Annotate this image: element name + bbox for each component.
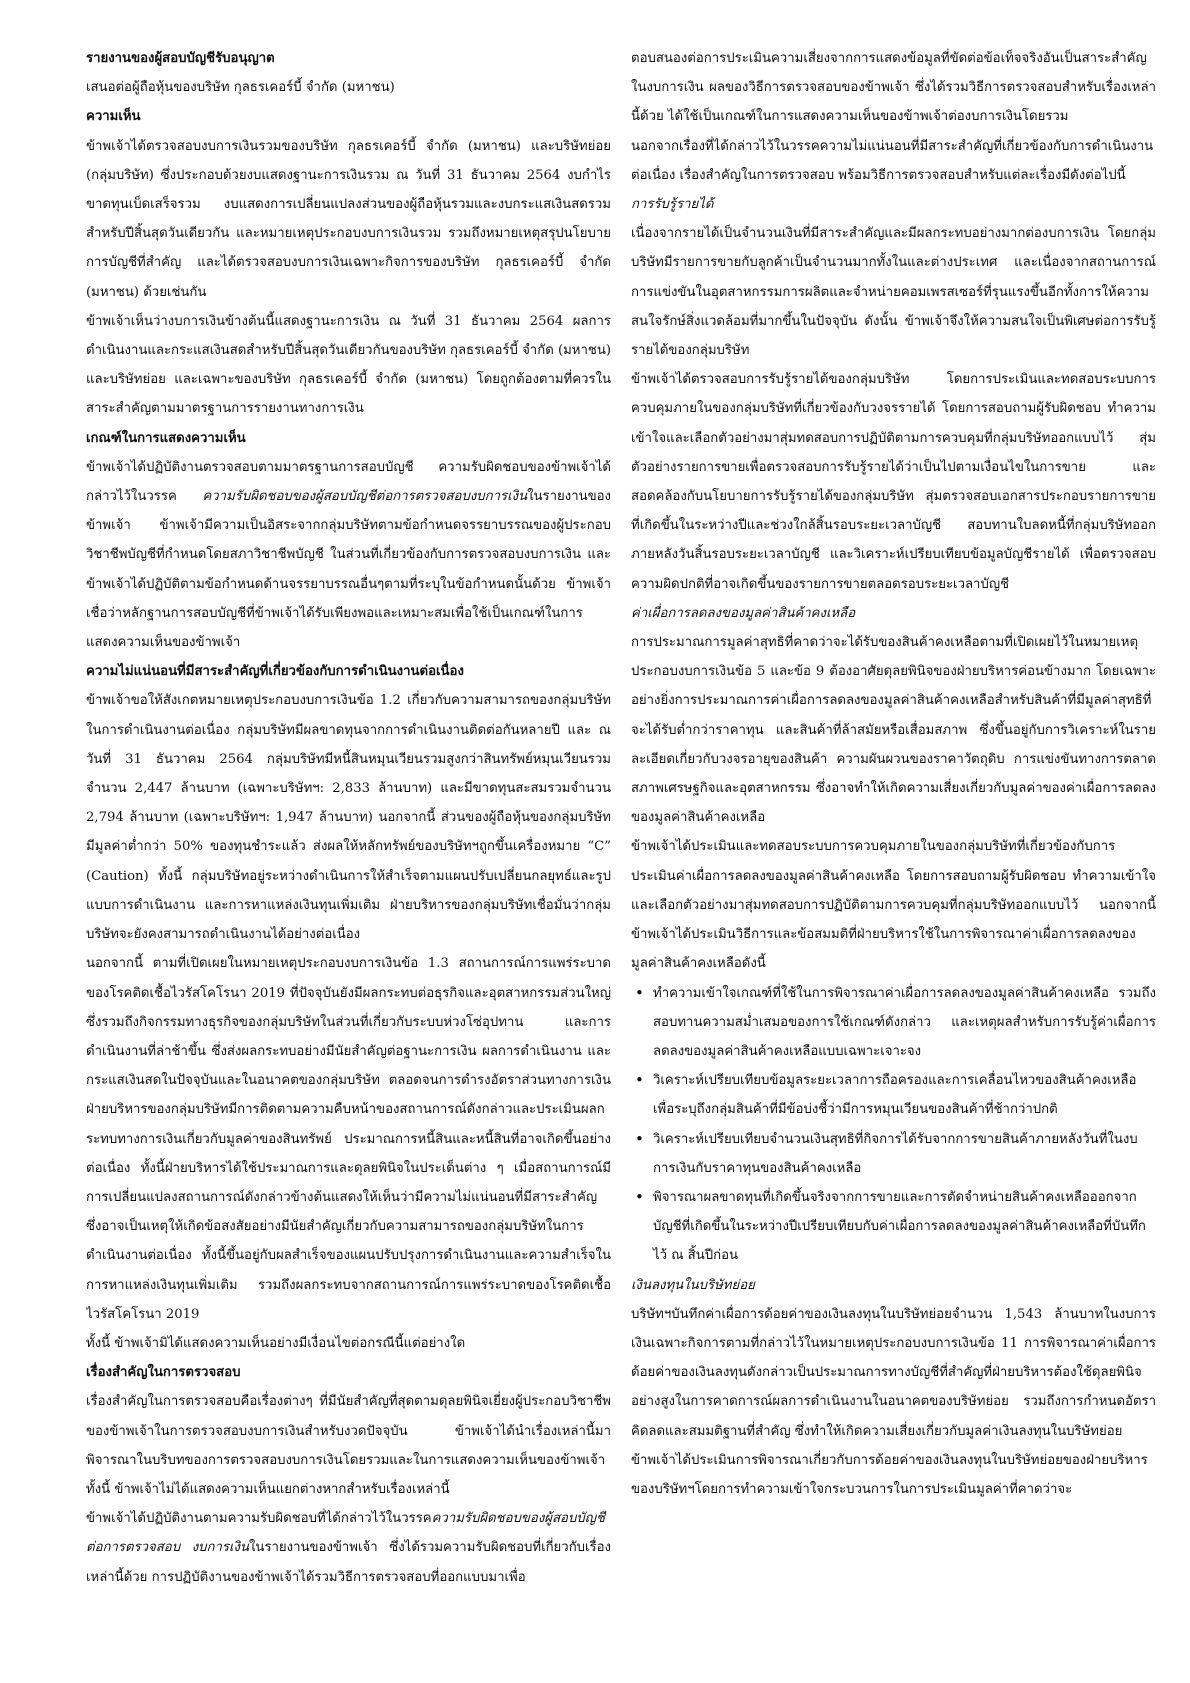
basis-italic-ref: ความรับผิดชอบของผู้สอบบัญชีต่อการตรวจสอบงบการเงิน — [202, 489, 528, 505]
inventory-paragraph-2: ข้าพเจ้าได้ประเมินและทดสอบระบบการควบคุมภายในของกลุ่มบริษัทที่เกี่ยวข้องกับการประเมินค่าเผื่อการลดลงของมูลค่าสินค้าคงเหลือ โดยการสอบถามผู้รับผิดชอบ ทำความเข้าใจและเลือกตัวอย่างมาสุ่มทดสอบการปฏิบัติตามการควบคุมที่กลุ่มบริษัทออกแบบไว้ นอกจากนี้ ข้าพเจ้าได้ประเมินวิธีการและข้อสมมติที่ฝ่ายบริหารใช้ในการพิจารณาค่าเผื่อการลดลงของมูลค่าสินค้าคงเหลือดังนี้ — [631, 839, 1156, 972]
left-column — [86, 44, 611, 1664]
subsidiary-paragraph-2: ข้าพเจ้าได้ประเมินการพิจารณาเกี่ยวกับการด้อยค่าของเงินลงทุนในบริษัทย่อยของฝ่ายบริหารของบริษัทฯโดยการทำความเข้าใจกระบวนการในการประเมินมูลค่าที่คาดว่าจะ — [631, 1452, 1148, 1497]
subsidiary-investment-heading: เงินลงทุนในบริษัทย่อย — [631, 1277, 755, 1293]
opinion-paragraph-2: ข้าพเจ้าเห็นว่างบการเงินข้างต้นนี้แสดงฐานะการเงิน ณ วันที่ 31 ธันวาคม 2564 ผลการดำเนินงานและกระแสเงินสดสำหรับปีสิ้นสุดวันเดียวกันของบริษัท กุลธรเคอร์บี้ จำกัด (มหาชน) และบริษัทย่อย และเฉพาะของบริษัท กุลธรเคอร์บี้ จำกัด (มหาชน) โดยถูกต้องตามที่ควรในสาระสำคัญตามมาตรฐานการรายงานทางการเงิน — [86, 313, 611, 417]
going-concern-paragraph-1: ข้าพเจ้าขอให้สังเกตหมายเหตุประกอบงบการเงินข้อ 1.2 เกี่ยวกับความสามารถของกลุ่มบริษัทในการดำเนินงานต่อเนื่อง กลุ่มบริษัทมีผลขาดทุนจากการดำเนินงานติดต่อกันหลายปี และ ณ วันที่ 31 ธันวาคม 2564 กลุ่มบริษัทมีหนี้สินหมุนเวียนรวมสูงกว่าสินทรัพย์หมุนเวียนรวมจำนวน 2,447 ล้านบาท (เฉพาะบริษัทฯ: 2,833 ล้านบาท) และมีขาดทุนสะสมรวมจำนวน 2,794 ล้านบาท (เฉพาะบริษัทฯ: 1,947 ล้านบาท) นอกจากนี้ ส่วนของผู้ถือหุ้นของกลุ่มบริษัทมีมูลค่าต่ำกว่า 50% ของทุนชำระแล้ว ส่งผลให้หลักทรัพย์ของบริษัทฯถูกขึ้นเครื่องหมาย “C” (Caution) ทั้งนี้ กลุ่มบริษัทอยู่ระหว่างดำเนินการให้สำเร็จตามแผนปรับเปลี่ยนกลยุทธ์และรูปแบบการดำเนินงาน และการหาแหล่งเงินทุนเพิ่มเติม ฝ่ายบริหารของกลุ่มบริษัทเชื่อมั่นว่ากลุ่มบริษัทจะยังคงสามารถดำเนินงานได้อย่างต่อเนื่อง — [86, 693, 611, 943]
key-audit-matters-heading: เรื่องสำคัญในการตรวจสอบ — [86, 1365, 241, 1381]
list-item: • ทำความเข้าใจเกณฑ์ที่ใช้ในการพิจารณาค่าเผื่อการลดลงของมูลค่าสินค้าคงเหลือ รวมถึงสอบทานความสม่ำเสมอของการใช้เกณฑ์ดังกล่าว และเหตุผลสำหรับการรับรู้ค่าเผื่อการลดลงของมูลค่าสินค้าคงเหลือแบบเฉพาะเจาะจง — [653, 979, 1156, 1067]
going-concern-paragraph-2: นอกจากนี้ ตามที่เปิดเผยในหมายเหตุประกอบงบการเงินข้อ 1.3 สถานการณ์การแพร่ระบาดของโรคติดเชื้อไวรัสโคโรนา 2019 ที่ปัจจุบันยังมีผลกระทบต่อธุรกิจและอุตสาหกรรมส่วนใหญ่ ซึ่งรวมถึงกิจกรรมทางธุรกิจของกลุ่มบริษัทในส่วนที่เกี่ยวกับระบบห่วงโซ่อุปทาน และการดำเนินงานที่ล่าช้าขึ้น ซึ่งส่งผลกระทบอย่างมีนัยสำคัญต่อฐานะการเงิน ผลการดำเนินงาน และกระแสเงินสดในปัจจุบันและในอนาคตของกลุ่มบริษัท ตลอดจนการดำรงอัตราส่วนทางการเงิน ฝ่ายบริหารของกลุ่มบริษัทมีการติดตามความคืบหน้าของสถานการณ์ดังกล่าวและประเมินผลกระทบทางการเงินเกี่ยวกับมูลค่าของสินทรัพย์ ประมาณการหนี้สินและหนี้สินที่อาจเกิดขึ้นอย่างต่อเนื่อง ทั้งนี้ฝ่ายบริหารได้ใช้ประมาณการและดุลยพินิจในประเด็นต่าง ๆ เมื่อสถานการณ์มีการเปลี่ยนแปลงสถานการณ์ดังกล่าวข้างต้นแสดงให้เห็นว่ามีความไม่แน่นอนที่มีสาระสำคัญซึ่งอาจเป็นเหตุให้เกิดข้อสงสัยอย่างมีนัยสำคัญเกี่ยวกับความสามารถของกลุ่มบริษัทในการดำเนินงานต่อเนื่อง ทั้งนี้ขึ้นอยู่กับผลสำเร็จของแผนปรับปรุงการดำเนินงานและความสำเร็จในการหาแหล่งเงินทุนเพิ่มเติม รวมถึงผลกระทบจากสถานการณ์การแพร่ระบาดของโรคติดเชื้อไวรัสโคโรนา 2019 — [86, 956, 611, 1322]
report-page — [86, 44, 1156, 1664]
basis-text-b: ในรายงานของข้าพเจ้า ข้าพเจ้ามีความเป็นอิสระจากกลุ่มบริษัทตามข้อกำหนดจรรยาบรรณของผู้ประกอบวิชาชีพบัญชีที่กำหนดโดยสภาวิชาชีพบัญชี ในส่วนที่เกี่ยวข้องกับการตรวจสอบงบการเงิน และข้าพเจ้าได้ปฏิบัติตามข้อกำหนดด้านจรรยาบรรณอื่นๆตามที่ระบุในข้อกำหนดนั้นด้วย ข้าพเจ้าเชื่อว่าหลักฐานการสอบบัญชีที่ข้าพเจ้าได้รับเพียงพอและเหมาะสมเพื่อใช้เป็นเกณฑ์ในการแสดงความเห็นของข้าพเจ้า — [86, 489, 611, 651]
opinion-heading: ความเห็น — [86, 109, 141, 125]
revenue-recognition-heading: การรับรู้รายได้ — [631, 197, 714, 213]
continuation-paragraph-1: ตอบสนองต่อการประเมินความเสี่ยงจากการแสดงข้อมูลที่ขัดต่อข้อเท็จจริงอันเป็นสาระสำคัญในงบการเงิน ผลของวิธีการตรวจสอบของข้าพเจ้า ซึ่งได้รวมวิธีการตรวจสอบสำหรับเรื่องเหล่านี้ด้วย ได้ใช้เป็นเกณฑ์ในการแสดงความเห็นของข้าพเจ้าต่องบการเงินโดยรวม — [631, 51, 1156, 125]
kam-italic-ref: ความรับผิดชอบของผู้สอบบัญชีต่อการตรวจสอบ งบการเงิน — [86, 1511, 605, 1556]
continuation-paragraph-2: นอกจากเรื่องที่ได้กล่าวไว้ในวรรคความไม่แน่นอนที่มีสาระสำคัญที่เกี่ยวข้องกับการดำเนินงานต่อเนื่อง เรื่องสำคัญในการตรวจสอบ พร้อมวิธีการตรวจสอบสำหรับแต่ละเรื่องมีดังต่อไปนี้ — [631, 138, 1154, 183]
list-item: • วิเคราะห์เปรียบเทียบจำนวนเงินสุทธิที่กิจการได้รับจากการขายสินค้าภายหลังวันที่ในงบการเงินกับราคาทุนของสินค้าคงเหลือ — [653, 1125, 1156, 1183]
list-item: • วิเคราะห์เปรียบเทียบข้อมูลระยะเวลาการถือครองและการเคลื่อนไหวของสินค้าคงเหลือเพื่อระบุถึงกลุ่มสินค้าที่มีข้อบ่งชี้ว่ามีการหมุนเวียนของสินค้าที่ช้ากว่าปกติ — [653, 1066, 1156, 1124]
key-audit-matters-paragraph-1: เรื่องสำคัญในการตรวจสอบคือเรื่องต่างๆ ที่มีนัยสำคัญที่สุดตามดุลยพินิจเยี่ยงผู้ประกอบวิชาชีพของข้าพเจ้าในการตรวจสอบงบการเงินสำหรับงวดปัจจุบัน ข้าพเจ้าได้นำเรื่องเหล่านี้มาพิจารณาในบริบทของการตรวจสอบงบการเงินโดยรวมและในการแสดงความเห็นของข้าพเจ้า ทั้งนี้ ข้าพเจ้าไม่ได้แสดงความเห็นแยกต่างหากสำหรับเรื่องเหล่านี้ — [86, 1394, 611, 1497]
opinion-paragraph-1: ข้าพเจ้าได้ตรวจสอบงบการเงินรวมของบริษัท กุลธรเคอร์บี้ จำกัด (มหาชน) และบริษัทย่อย (กลุ่มบริษัท) ซึ่งประกอบด้วยงบแสดงฐานะการเงินรวม ณ วันที่ 31 ธันวาคม 2564 งบกำไรขาดทุนเบ็ดเสร็จรวม งบแสดงการเปลี่ยนแปลงส่วนของผู้ถือหุ้นรวมและงบกระแสเงินสดรวม สำหรับปีสิ้นสุดวันเดียวกัน และหมายเหตุประกอบงบการเงินรวม รวมถึงหมายเหตุสรุปนโยบายการบัญชีที่สำคัญ และได้ตรวจสอบงบการเงินเฉพาะกิจการของบริษัท กุลธรเคอร์บี้ จำกัด (มหาชน) ด้วยเช่นกัน — [86, 138, 611, 300]
addressee: เสนอต่อผู้ถือหุ้นของบริษัท กุลธรเคอร์บี้ จำกัด (มหาชน) — [86, 80, 395, 96]
kam-text-a: ข้าพเจ้าได้ปฏิบัติงานตามความรับผิดชอบที่ได้กล่าวไว้ในวรรค — [86, 1511, 432, 1527]
going-concern-heading: ความไม่แน่นอนที่มีสาระสำคัญที่เกี่ยวข้องกับการดำเนินงานต่อเนื่อง — [86, 664, 464, 680]
going-concern-paragraph-3: ทั้งนี้ ข้าพเจ้ามิได้แสดงความเห็นอย่างมีเงื่อนไขต่อกรณีนี้แต่อย่างใด — [86, 1335, 466, 1351]
right-column — [631, 44, 1156, 1664]
inventory-allowance-heading: ค่าเผื่อการลดลงของมูลค่าสินค้าคงเหลือ — [631, 605, 856, 621]
list-item: • พิจารณาผลขาดทุนที่เกิดขึ้นจริงจากการขายและการตัดจำหน่ายสินค้าคงเหลือออกจากบัญชีที่เกิดขึ้นในระหว่างปีเปรียบเทียบกับค่าเผื่อการลดลงของมูลค่าสินค้าคงเหลือที่บันทึกไว้ ณ สิ้นปีก่อน — [653, 1183, 1156, 1271]
kam-text-b: ในรายงานของข้าพเจ้า ซึ่งได้รวมความรับผิดชอบที่เกี่ยวกับเรื่องเหล่านี้ด้วย การปฏิบัติงานของข้าพเจ้าได้รวมวิธีการตรวจสอบที่ออกแบบมาเพื่อ — [86, 1540, 611, 1585]
subsidiary-paragraph-1: บริษัทฯบันทึกค่าเผื่อการด้อยค่าของเงินลงทุนในบริษัทย่อยจำนวน 1,543 ล้านบาทในงบการเงินเฉพาะกิจการตามที่กล่าวไว้ในหมายเหตุประกอบงบการเงินข้อ 11 การพิจารณาค่าเผื่อการด้อยค่าของเงินลงทุนดังกล่าวเป็นประมาณการทางบัญชีที่สำคัญที่ฝ่ายบริหารต้องใช้ดุลยพินิจอย่างสูงในการคาดการณ์ผลการดำเนินงานในอนาคตของบริษัทย่อย รวมถึงการกำหนดอัตราคิดลดและสมมติฐานที่สำคัญ ซึ่งทำให้เกิดความเสี่ยงเกี่ยวกับมูลค่าเงินลงทุนในบริษัทย่อย — [631, 1306, 1156, 1439]
basis-text-a: ข้าพเจ้าได้ปฏิบัติงานตรวจสอบตามมาตรฐานการสอบบัญชี ความรับผิดชอบของข้าพเจ้าได้กล่าวไว้ในวรรค — [86, 459, 611, 505]
revenue-paragraph-2: ข้าพเจ้าได้ตรวจสอบการรับรู้รายได้ของกลุ่มบริษัท โดยการประเมินและทดสอบระบบการควบคุมภายในของกลุ่มบริษัทที่เกี่ยวข้องกับวงจรรายได้ โดยการสอบถามผู้รับผิดชอบ ทำความเข้าใจและเลือกตัวอย่างมาสุ่มทดสอบการปฏิบัติตามการควบคุมที่กลุ่มบริษัทออกแบบไว้ สุ่มตัวอย่างรายการขายเพื่อตรวจสอบการรับรู้รายได้ว่าเป็นไปตามเงื่อนไขในการขาย และสอดคล้องกับนโยบายการรับรู้รายได้ของกลุ่มบริษัท สุ่มตรวจสอบเอกสารประกอบรายการขายที่เกิดขึ้นในระหว่างปีและช่วงใกล้สิ้นรอบระยะเวลาบัญชี สอบทานใบลดหนี้ที่กลุ่มบริษัทออกภายหลังวันสิ้นรอบระยะเวลาบัญชี และวิเคราะห์เปรียบเทียบข้อมูลบัญชีรายได้ เพื่อตรวจสอบความผิดปกติที่อาจเกิดขึ้นของรายการขายตลอดรอบระยะเวลาบัญชี — [631, 372, 1156, 592]
inventory-procedures-list — [631, 979, 1156, 1271]
basis-heading: เกณฑ์ในการแสดงความเห็น — [86, 430, 246, 446]
key-audit-matters-paragraph-2 — [86, 1504, 611, 1592]
report-title: รายงานของผู้สอบบัญชีรับอนุญาต — [86, 51, 275, 66]
revenue-paragraph-1: เนื่องจากรายได้เป็นจำนวนเงินที่มีสาระสำคัญและมีผลกระทบอย่างมากต่องบการเงิน โดยกลุ่มบริษัทมีรายการขายกับลูกค้าเป็นจำนวนมากทั้งในและต่างประเทศ และเนื่องจากสถานการณ์การแข่งขันในอุตสาหกรรมการผลิตและจำหน่ายคอมเพรสเซอร์ที่รุนแรงขึ้นอีกทั้งการให้ความสนใจรักษ์สิ่งแวดล้อมที่มากขึ้นในปัจจุบัน ดังนั้น ข้าพเจ้าจึงให้ความสนใจเป็นพิเศษต่อการรับรู้รายได้ของกลุ่มบริษัท — [631, 226, 1156, 359]
inventory-paragraph-1: การประมาณการมูลค่าสุทธิที่คาดว่าจะได้รับของสินค้าคงเหลือตามที่เปิดเผยไว้ในหมายเหตุประกอบงบการเงินข้อ 5 และข้อ 9 ต้องอาศัยดุลยพินิจของฝ่ายบริหารค่อนข้างมาก โดยเฉพาะอย่างยิ่งการประมาณการค่าเผื่อการลดลงของมูลค่าสินค้าคงเหลือสำหรับสินค้าที่มีมูลค่าสุทธิที่จะได้รับต่ำกว่าราคาทุน และสินค้าที่ล้าสมัยหรือเสื่อมสภาพ ซึ่งขึ้นอยู่กับการวิเคราะห์ในรายละเอียดเกี่ยวกับวงจรอายุของสินค้า ความผันผวนของราคาวัตถุดิบ การแข่งขันทางการตลาด สภาพเศรษฐกิจและอุตสาหกรรม ซึ่งอาจทำให้เกิดความเสี่ยงเกี่ยวกับมูลค่าของค่าเผื่อการลดลงของมูลค่าสินค้าคงเหลือ — [631, 635, 1156, 826]
basis-paragraph — [86, 453, 611, 657]
